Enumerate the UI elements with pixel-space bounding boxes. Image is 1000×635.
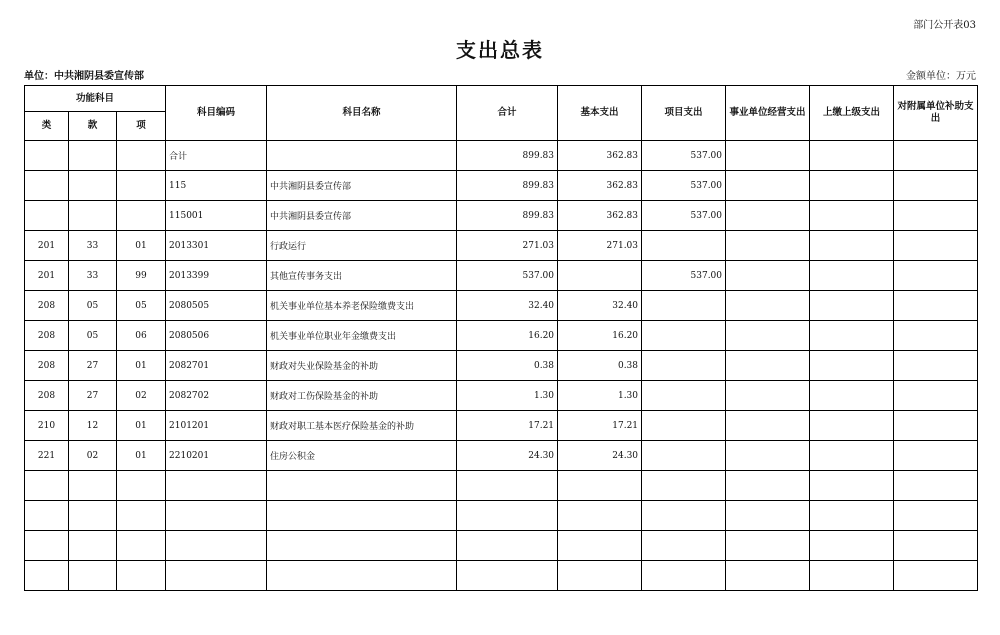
cell-total: 899.83 — [457, 171, 558, 201]
cell-project — [642, 321, 726, 351]
cell-upper — [810, 291, 894, 321]
cell-code — [166, 531, 267, 561]
table-row — [25, 231, 978, 261]
header-total: 合计 — [457, 86, 558, 141]
cell-lei: 221 — [25, 441, 69, 471]
cell-name: 中共湘阴县委宣传部 — [267, 171, 457, 201]
cell-code: 115 — [166, 171, 267, 201]
header-xiang: 项 — [117, 112, 166, 141]
cell-kuan: 33 — [69, 261, 117, 291]
reporting-unit: 单位：中共湘阴县委宣传部 — [24, 71, 144, 82]
cell-name: 住房公积金 — [267, 441, 457, 471]
cell-kuan — [69, 531, 117, 561]
cell-lei: 208 — [25, 351, 69, 381]
cell-xiang: 99 — [117, 261, 166, 291]
cell-project — [642, 411, 726, 441]
table-row — [25, 441, 978, 471]
cell-upper — [810, 171, 894, 201]
cell-xiang: 01 — [117, 441, 166, 471]
cell-upper — [810, 351, 894, 381]
cell-xiang: 06 — [117, 321, 166, 351]
cell-kuan: 27 — [69, 381, 117, 411]
cell-subsidy — [894, 471, 978, 501]
cell-upper — [810, 321, 894, 351]
cell-business — [726, 141, 810, 171]
cell-project — [642, 231, 726, 261]
cell-name: 财政对工伤保险基金的补助 — [267, 381, 457, 411]
cell-total: 271.03 — [457, 231, 558, 261]
header-func-group: 功能科目 — [25, 86, 166, 112]
cell-upper — [810, 561, 894, 591]
cell-kuan — [69, 501, 117, 531]
cell-kuan: 05 — [69, 321, 117, 351]
cell-xiang — [117, 141, 166, 171]
cell-business — [726, 381, 810, 411]
cell-basic: 24.30 — [558, 441, 642, 471]
cell-kuan: 02 — [69, 441, 117, 471]
cell-business — [726, 321, 810, 351]
header-lei: 类 — [25, 112, 69, 141]
cell-project — [642, 441, 726, 471]
cell-basic — [558, 471, 642, 501]
cell-subsidy — [894, 441, 978, 471]
cell-kuan: 05 — [69, 291, 117, 321]
cell-subsidy — [894, 291, 978, 321]
cell-business — [726, 411, 810, 441]
cell-name — [267, 531, 457, 561]
cell-business — [726, 561, 810, 591]
cell-project — [642, 471, 726, 501]
cell-lei — [25, 471, 69, 501]
cell-kuan — [69, 561, 117, 591]
cell-basic: 271.03 — [558, 231, 642, 261]
cell-project: 537.00 — [642, 261, 726, 291]
cell-lei: 208 — [25, 291, 69, 321]
cell-xiang: 05 — [117, 291, 166, 321]
table-row — [25, 291, 978, 321]
cell-basic — [558, 501, 642, 531]
cell-project — [642, 351, 726, 381]
table-row — [25, 141, 978, 171]
cell-lei: 210 — [25, 411, 69, 441]
cell-total — [457, 501, 558, 531]
table-row — [25, 561, 978, 591]
cell-business — [726, 261, 810, 291]
table-row — [25, 381, 978, 411]
cell-kuan — [69, 201, 117, 231]
cell-name: 中共湘阴县委宣传部 — [267, 201, 457, 231]
cell-xiang: 01 — [117, 351, 166, 381]
cell-upper — [810, 381, 894, 411]
table-row — [25, 201, 978, 231]
cell-kuan — [69, 471, 117, 501]
cell-upper — [810, 201, 894, 231]
table-body — [25, 141, 978, 591]
cell-upper — [810, 471, 894, 501]
cell-total — [457, 561, 558, 591]
cell-code: 2101201 — [166, 411, 267, 441]
cell-project — [642, 381, 726, 411]
cell-code: 115001 — [166, 201, 267, 231]
cell-name — [267, 561, 457, 591]
cell-name: 财政对职工基本医疗保险基金的补助 — [267, 411, 457, 441]
cell-upper — [810, 501, 894, 531]
cell-code: 2080506 — [166, 321, 267, 351]
cell-basic: 17.21 — [558, 411, 642, 441]
table-row — [25, 171, 978, 201]
cell-business — [726, 441, 810, 471]
cell-name: 行政运行 — [267, 231, 457, 261]
cell-name: 机关事业单位基本养老保险缴费支出 — [267, 291, 457, 321]
cell-subsidy — [894, 231, 978, 261]
cell-project — [642, 561, 726, 591]
cell-total — [457, 471, 558, 501]
header-business: 事业单位经营支出 — [726, 86, 810, 141]
cell-name: 其他宣传事务支出 — [267, 261, 457, 291]
cell-code: 2080505 — [166, 291, 267, 321]
cell-basic — [558, 561, 642, 591]
cell-code: 2082701 — [166, 351, 267, 381]
cell-project: 537.00 — [642, 141, 726, 171]
table-row — [25, 261, 978, 291]
header-basic: 基本支出 — [558, 86, 642, 141]
cell-kuan: 33 — [69, 231, 117, 261]
cell-kuan — [69, 141, 117, 171]
cell-basic: 362.83 — [558, 201, 642, 231]
cell-xiang: 02 — [117, 381, 166, 411]
cell-name: 机关事业单位职业年金缴费支出 — [267, 321, 457, 351]
header-subsidy: 对附属单位补助支出 — [894, 86, 978, 141]
cell-basic: 1.30 — [558, 381, 642, 411]
cell-total: 899.83 — [457, 201, 558, 231]
expenditure-table — [24, 85, 978, 591]
amount-unit: 金额单位：万元 — [906, 71, 976, 82]
cell-upper — [810, 531, 894, 561]
cell-code: 2082702 — [166, 381, 267, 411]
cell-kuan: 12 — [69, 411, 117, 441]
cell-lei — [25, 171, 69, 201]
cell-subsidy — [894, 201, 978, 231]
cell-xiang — [117, 201, 166, 231]
cell-basic: 16.20 — [558, 321, 642, 351]
header-kuan: 款 — [69, 112, 117, 141]
cell-kuan: 27 — [69, 351, 117, 381]
cell-basic: 362.83 — [558, 171, 642, 201]
cell-basic — [558, 261, 642, 291]
cell-upper — [810, 141, 894, 171]
cell-name — [267, 141, 457, 171]
cell-total: 899.83 — [457, 141, 558, 171]
cell-project — [642, 291, 726, 321]
cell-lei: 208 — [25, 321, 69, 351]
cell-total: 32.40 — [457, 291, 558, 321]
page-title: 支出总表 — [456, 38, 544, 62]
cell-xiang — [117, 561, 166, 591]
cell-code: 2013301 — [166, 231, 267, 261]
cell-business — [726, 531, 810, 561]
cell-total: 16.20 — [457, 321, 558, 351]
cell-total: 24.30 — [457, 441, 558, 471]
cell-xiang — [117, 471, 166, 501]
cell-code: 合计 — [166, 141, 267, 171]
cell-project: 537.00 — [642, 201, 726, 231]
header-name: 科目名称 — [267, 86, 457, 141]
cell-subsidy — [894, 561, 978, 591]
cell-business — [726, 201, 810, 231]
cell-code: 2013399 — [166, 261, 267, 291]
cell-lei — [25, 501, 69, 531]
cell-business — [726, 231, 810, 261]
cell-subsidy — [894, 531, 978, 561]
cell-basic — [558, 531, 642, 561]
table-row — [25, 411, 978, 441]
cell-subsidy — [894, 351, 978, 381]
cell-basic: 32.40 — [558, 291, 642, 321]
cell-business — [726, 291, 810, 321]
cell-basic: 0.38 — [558, 351, 642, 381]
cell-xiang: 01 — [117, 411, 166, 441]
cell-lei: 201 — [25, 231, 69, 261]
cell-subsidy — [894, 501, 978, 531]
cell-name — [267, 501, 457, 531]
table-row — [25, 351, 978, 381]
cell-lei — [25, 531, 69, 561]
cell-kuan — [69, 171, 117, 201]
cell-lei: 201 — [25, 261, 69, 291]
cell-code — [166, 471, 267, 501]
cell-subsidy — [894, 411, 978, 441]
cell-xiang — [117, 171, 166, 201]
header-code: 科目编码 — [166, 86, 267, 141]
table-row — [25, 501, 978, 531]
cell-total — [457, 531, 558, 561]
cell-total: 1.30 — [457, 381, 558, 411]
cell-code — [166, 501, 267, 531]
cell-total: 0.38 — [457, 351, 558, 381]
cell-subsidy — [894, 381, 978, 411]
form-number: 部门公开表03 — [913, 20, 976, 31]
cell-subsidy — [894, 141, 978, 171]
cell-project — [642, 531, 726, 561]
table-row — [25, 531, 978, 561]
cell-project: 537.00 — [642, 171, 726, 201]
cell-xiang — [117, 501, 166, 531]
cell-upper — [810, 261, 894, 291]
cell-xiang: 01 — [117, 231, 166, 261]
cell-subsidy — [894, 321, 978, 351]
cell-lei — [25, 201, 69, 231]
cell-upper — [810, 231, 894, 261]
cell-xiang — [117, 531, 166, 561]
cell-total: 17.21 — [457, 411, 558, 441]
cell-code: 2210201 — [166, 441, 267, 471]
cell-project — [642, 501, 726, 531]
cell-business — [726, 471, 810, 501]
cell-subsidy — [894, 261, 978, 291]
cell-total: 537.00 — [457, 261, 558, 291]
table-row — [25, 471, 978, 501]
table-row — [25, 321, 978, 351]
cell-lei — [25, 561, 69, 591]
cell-lei: 208 — [25, 381, 69, 411]
cell-business — [726, 171, 810, 201]
cell-subsidy — [894, 171, 978, 201]
cell-basic: 362.83 — [558, 141, 642, 171]
cell-upper — [810, 411, 894, 441]
header-project: 项目支出 — [642, 86, 726, 141]
cell-name — [267, 471, 457, 501]
header-upper: 上缴上级支出 — [810, 86, 894, 141]
cell-business — [726, 501, 810, 531]
cell-lei — [25, 141, 69, 171]
cell-business — [726, 351, 810, 381]
cell-upper — [810, 441, 894, 471]
cell-code — [166, 561, 267, 591]
cell-name: 财政对失业保险基金的补助 — [267, 351, 457, 381]
